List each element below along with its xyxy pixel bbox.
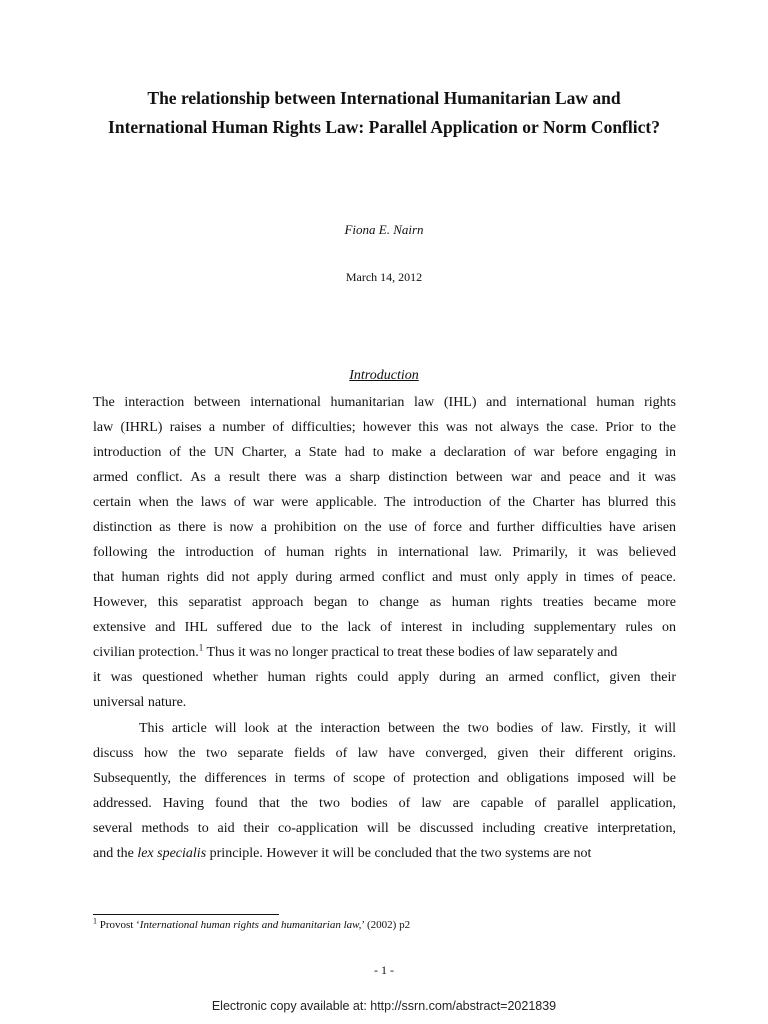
footnote — [93, 916, 411, 931]
text-line: universal nature. — [93, 695, 187, 710]
text-line: addressed. Having found that the two bodies of law are capable of parallel application, — [93, 796, 676, 811]
text-line: However, this separatist approach began to change as human rights treaties became more — [93, 595, 676, 610]
page-number: - 1 - — [374, 963, 394, 977]
text-line — [93, 640, 676, 665]
footnote-italic-title: International human rights and humanitarian law, — [139, 919, 362, 931]
title-line: International Human Rights Law: Parallel Application or Norm Conflict? — [108, 117, 660, 137]
text-line: The interaction between international humanitarian law (IHL) and international human rights — [93, 395, 676, 410]
footnote-text: ’ (2002) p2 — [361, 919, 411, 931]
text-run: principle. However it will be concluded that the two systems are not — [206, 846, 592, 861]
text-line: discuss how the two separate fields of law have converged, given their different origins. — [93, 746, 676, 761]
text-line: several methods to aid their co-application will be discussed including creative interpretation, — [93, 821, 676, 836]
text-run: civilian protection. — [93, 645, 199, 660]
text-line — [93, 841, 676, 866]
footnote-separator — [93, 914, 279, 915]
text-line: it was questioned whether human rights could apply during an armed conflict, given their — [93, 670, 676, 685]
text-line: armed conflict. As a result there was a sharp distinction between war and peace and it was — [93, 470, 676, 485]
footnote-text: Provost ‘ — [97, 919, 140, 931]
footnote-number: 1 — [93, 916, 97, 926]
text-line: law (IHRL) raises a number of difficulties; however this was not always the case. Prior to the — [93, 420, 676, 435]
text-line: This article will look at the interaction between the two bodies of law. Firstly, it will — [139, 721, 676, 736]
italic-term: lex specialis — [137, 846, 207, 861]
author-name: Fiona E. Nairn — [344, 222, 424, 237]
text-line: introduction of the UN Charter, a State had to make a declaration of war before engaging in — [93, 445, 676, 460]
text-line: extensive and IHL suffered due to the lack of interest in including supplementary rules on — [93, 620, 676, 635]
text-line: certain when the laws of war were applicable. The introduction of the Charter has blurred this — [93, 495, 676, 510]
text-line: Subsequently, the differences in terms of scope of protection and obligations imposed will be — [93, 771, 676, 786]
publication-date: March 14, 2012 — [345, 270, 423, 284]
text-run: Thus it was no longer practical to treat these bodies of law separately and — [203, 645, 618, 660]
text-line: that human rights did not apply during armed conflict and must only apply in times of peace. — [93, 570, 676, 585]
ssrn-notice: Electronic copy available at: http://ssrn.com/abstract=2021839 — [211, 999, 557, 1013]
title-line: The relationship between International Humanitarian Law and — [147, 88, 621, 108]
body-paragraph — [93, 716, 676, 866]
body-paragraph — [93, 390, 676, 715]
footnote-reference[interactable]: 1 — [198, 642, 204, 653]
text-line: following the introduction of human rights in international law. Primarily, it was believed — [93, 545, 676, 560]
section-heading: Introduction — [349, 368, 419, 383]
text-line: distinction as there is now a prohibition on the use of force and further difficulties have arisen — [93, 520, 676, 535]
paper-title — [60, 84, 708, 142]
text-run: and the — [93, 846, 138, 861]
